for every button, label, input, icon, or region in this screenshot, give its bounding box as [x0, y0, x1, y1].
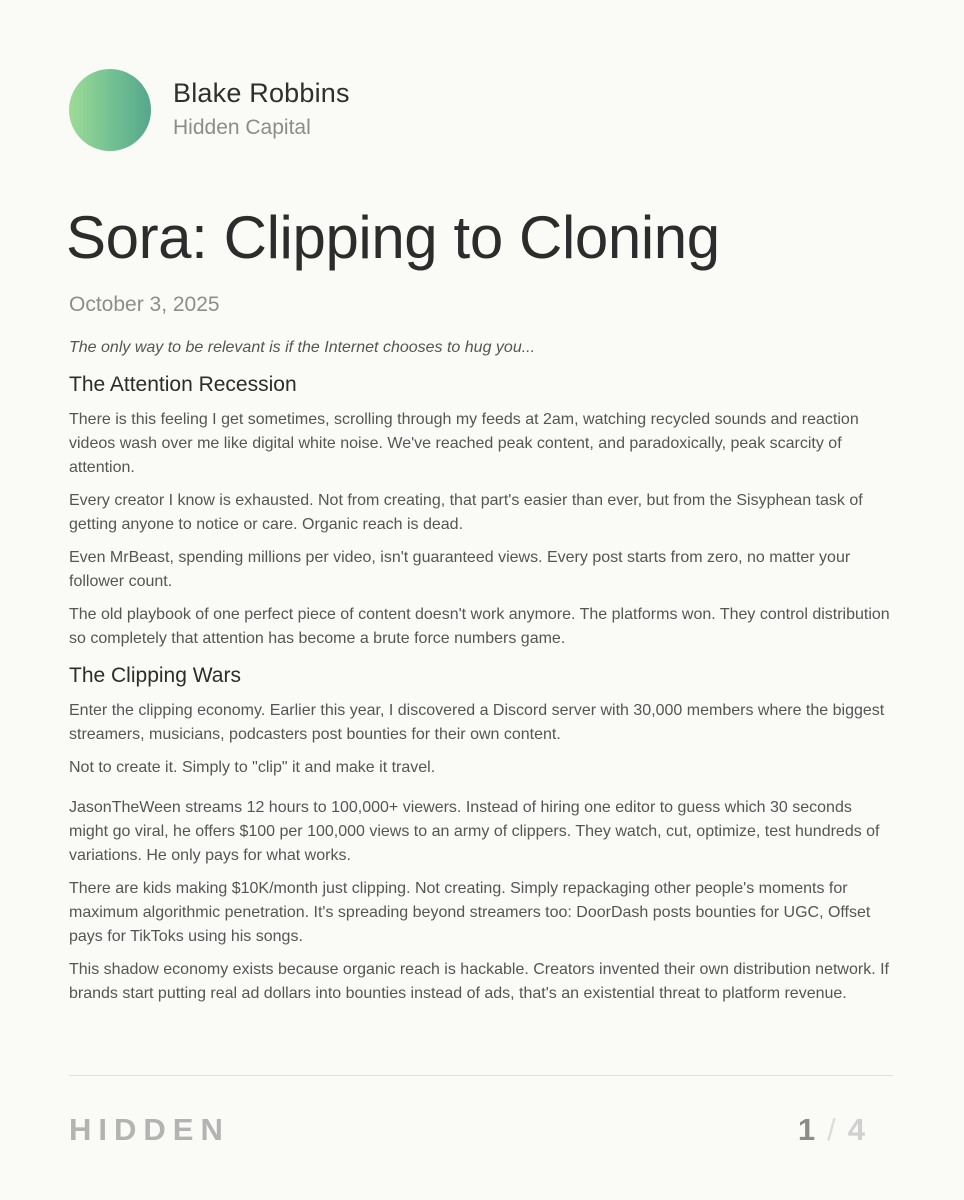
paragraph: This shadow economy exists because organic reach is hackable. Creators invented their own distribution network. If brands start putting real ad dollars into bounties instead of ads, that's an existential threat to platform revenue. [69, 961, 889, 1002]
author-block [69, 69, 350, 151]
page-total: 4 [847, 1112, 865, 1147]
footer-divider [69, 1075, 893, 1076]
author-organization: Hidden Capital [173, 116, 311, 139]
page-indicator [798, 1112, 865, 1148]
paragraph: Not to create it. Simply to "clip" it and make it travel. [69, 759, 436, 776]
page-separator: / [827, 1112, 836, 1147]
avatar [69, 69, 151, 151]
paragraph: JasonTheWeen streams 12 hours to 100,000+ viewers. Instead of hiring one editor to guess which 30 seconds might go viral, he offers $100 per 100,000 views to an army of clippers. They watch, cut, optimize, test hundreds of variations. He only pays for what works. [69, 799, 880, 864]
paragraph: There are kids making $10K/month just clipping. Not creating. Simply repackaging other people's moments for maximum algorithmic penetration. It's spreading beyond streamers too: DoorDash posts bounties for UGC, Offset pays for TikToks using his songs. [69, 880, 871, 945]
paragraph: There is this feeling I get sometimes, scrolling through my feeds at 2am, watching recycled sounds and reaction videos wash over me like digital white noise. We've reached peak content, and paradoxically, peak scarcity of attention. [69, 411, 859, 476]
tagline: The only way to be relevant is if the Internet chooses to hug you... [69, 339, 536, 356]
article-body [69, 336, 893, 1015]
paragraph: Even MrBeast, spending millions per video, isn't guaranteed views. Every post starts from zero, no matter your follower count. [69, 549, 851, 590]
footer [69, 1108, 893, 1152]
document-page [66, 0, 893, 1200]
page-current: 1 [797, 1112, 816, 1147]
author-text [173, 75, 350, 145]
section-heading-attention-recession: The Attention Recession [69, 373, 297, 396]
author-name: Blake Robbins [173, 78, 350, 108]
paragraph: Enter the clipping economy. Earlier this year, I discovered a Discord server with 30,000 members where the biggest streamers, musicians, podcasters post bounties for their own content. [69, 702, 885, 743]
paragraph: Every creator I know is exhausted. Not from creating, that part's easier than ever, but from the Sisyphean task of getting anyone to notice or care. Organic reach is dead. [69, 492, 863, 533]
page-title: Sora: Clipping to Cloning [66, 204, 720, 271]
section-heading-clipping-wars: The Clipping Wars [69, 664, 241, 687]
brand-wordmark: HIDDEN [69, 1112, 230, 1147]
paragraph: The old playbook of one perfect piece of content doesn't work anymore. The platforms won. They control distribution so completely that attention has become a brute force numbers game. [69, 606, 890, 647]
publish-date: October 3, 2025 [69, 293, 220, 316]
